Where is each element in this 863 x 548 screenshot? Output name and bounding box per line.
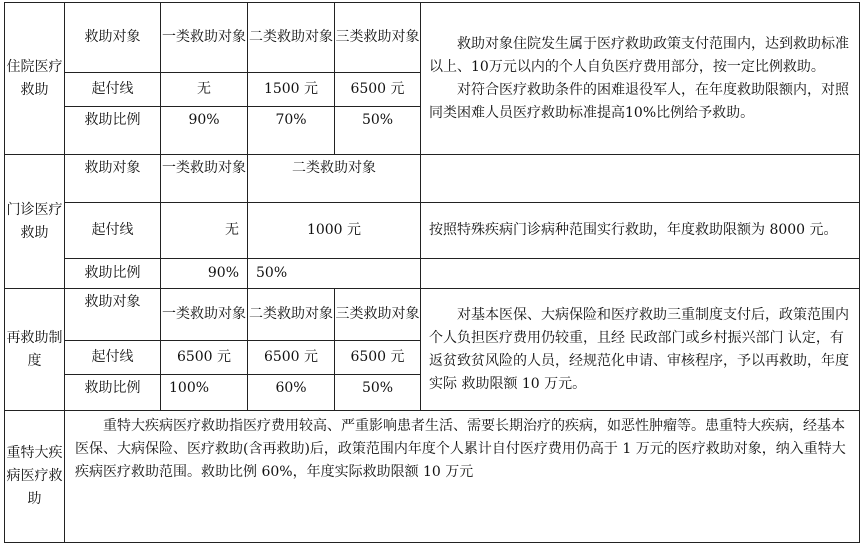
inpatient-desc-paragraph-2: 对符合医疗救助条件的困难退役军人，在年度救助限额内，对照同类困难人员医疗救助标准提高10%比例给予救助。	[429, 81, 849, 121]
inpatient-desc-paragraph-1: 救助对象住院发生属于医疗救助政策支付范围内，达到救助标准以上、10万元以内的个人自负医疗费用部分，按一定比例救助。	[429, 35, 849, 75]
inpatient-header-row	[5, 3, 860, 73]
inpatient-class2-header: 二类救助对象	[248, 3, 335, 73]
inpatient-ratio-class2: 70%	[248, 107, 335, 155]
reassist-class2-header: 二类救助对象	[248, 289, 335, 341]
inpatient-description	[421, 3, 860, 155]
inpatient-class1-header: 一类救助对象	[161, 3, 248, 73]
reassist-object-label: 救助对象	[65, 289, 161, 341]
reassist-class1-header: 一类救助对象	[161, 289, 248, 341]
reassist-ratio-class1: 100%	[161, 375, 248, 411]
outpatient-ratio-label: 救助比例	[65, 259, 161, 289]
inpatient-ratio-class3: 50%	[335, 107, 421, 155]
reassist-threshold-class1: 6500 元	[161, 341, 248, 375]
outpatient-threshold-class2: 1000 元	[248, 203, 421, 259]
inpatient-threshold-label: 起付线	[65, 73, 161, 107]
reassist-threshold-label: 起付线	[65, 341, 161, 375]
outpatient-ratio-class2: 50%	[248, 259, 421, 289]
outpatient-threshold-class1: 无	[161, 203, 248, 259]
outpatient-threshold-row	[5, 203, 860, 259]
outpatient-section-label: 门诊医疗救助	[5, 155, 65, 289]
medical-assistance-table	[4, 2, 860, 543]
reassist-threshold-class2: 6500 元	[248, 341, 335, 375]
reassist-ratio-class2: 60%	[248, 375, 335, 411]
reassist-ratio-label: 救助比例	[65, 375, 161, 411]
major-disease-description	[65, 411, 860, 543]
outpatient-description: 按照特殊疾病门诊病种范围实行救助，年度救助限额为 8000 元。	[421, 203, 860, 259]
reassist-desc-paragraph: 对基本医保、大病保险和医疗救助三重制度支付后，政策范围内个人负担医疗费用仍较重，且经 民政部门或乡村振兴部门 认定，有返贫致贫风险的人员，经规范化申请、审核程序，予以再救助，年度实际 救助限额 10 万元。	[429, 306, 849, 392]
inpatient-section-label: 住院医疗救助	[5, 3, 65, 155]
inpatient-object-label: 救助对象	[65, 3, 161, 73]
outpatient-ratio-blank	[421, 259, 860, 289]
outpatient-desc-blank	[421, 155, 860, 203]
reassist-class3-header: 三类救助对象	[335, 289, 421, 341]
inpatient-threshold-class2: 1500 元	[248, 73, 335, 107]
reassist-ratio-class3: 50%	[335, 375, 421, 411]
outpatient-class1-header: 一类救助对象	[161, 155, 248, 203]
outpatient-header-row	[5, 155, 860, 203]
inpatient-ratio-class1: 90%	[161, 107, 248, 155]
major-disease-row	[5, 411, 860, 543]
inpatient-threshold-class3: 6500 元	[335, 73, 421, 107]
inpatient-class3-header: 三类救助对象	[335, 3, 421, 73]
outpatient-object-label: 救助对象	[65, 155, 161, 203]
major-disease-desc-paragraph: 重特大疾病医疗救助指医疗费用较高、严重影响患者生活、需要长期治疗的疾病，如恶性肿瘤等。患重特大疾病，经基本医保、大病保险、医疗救助(含再救助)后，政策范围内年度个人累计自付医疗费用仍高于 1 万元的医疗救助对象，纳入重特大疾病医疗救助范围。救助比例 60%，年度实际救助限额 10 万元	[75, 418, 846, 480]
reassist-description	[421, 289, 860, 411]
outpatient-threshold-label: 起付线	[65, 203, 161, 259]
reassist-section-label: 再救助制度	[5, 289, 65, 411]
reassist-threshold-class3: 6500 元	[335, 341, 421, 375]
outpatient-ratio-row	[5, 259, 860, 289]
major-disease-section-label: 重特大疾病医疗救助	[5, 411, 65, 543]
outpatient-ratio-class1: 90%	[161, 259, 248, 289]
reassist-header-row	[5, 289, 860, 341]
outpatient-class2-header: 二类救助对象	[248, 155, 421, 203]
inpatient-ratio-label: 救助比例	[65, 107, 161, 155]
inpatient-threshold-class1: 无	[161, 73, 248, 107]
